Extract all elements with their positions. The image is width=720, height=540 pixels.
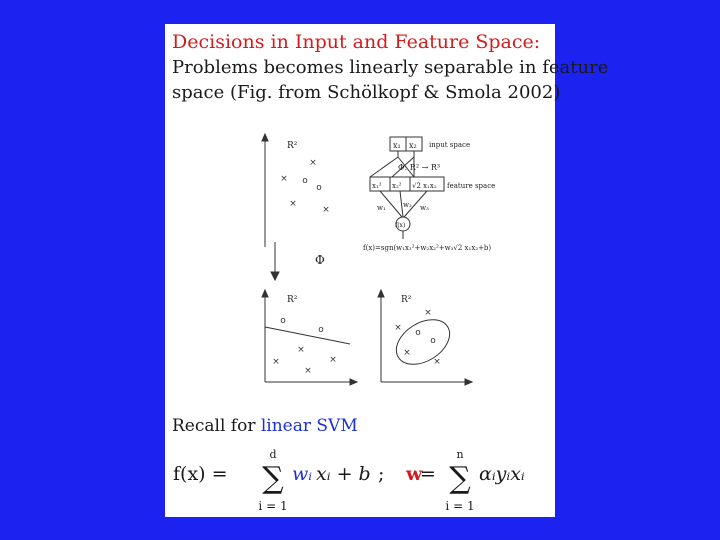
- w3-label: w₃: [420, 204, 429, 212]
- x2-label: x₂: [409, 141, 417, 150]
- slide-title: Decisions in Input and Feature Space:: [172, 31, 541, 53]
- formula-separator: ;: [378, 463, 385, 485]
- feature-space-label: feature space: [447, 182, 496, 190]
- marker-x: ×: [394, 323, 402, 333]
- sum2-sigma: ∑: [449, 461, 471, 496]
- marker-x: ×: [329, 355, 337, 365]
- r2-label-bl: R²: [287, 295, 298, 305]
- marker-x: ×: [433, 357, 441, 367]
- marker-o: o: [318, 325, 324, 335]
- sum2-upper: n: [456, 448, 464, 461]
- marker-x: ×: [297, 345, 305, 355]
- sum1-sigma: ∑: [262, 461, 284, 496]
- recall-text: [172, 416, 358, 436]
- sum1-lower: i = 1: [258, 499, 288, 513]
- marker-x: ×: [309, 158, 317, 168]
- w2-label: w₂: [403, 201, 412, 209]
- slide: [165, 24, 609, 517]
- subtitle-line-1: Problems becomes linearly separable in feature: [172, 57, 609, 78]
- input-space-label: input space: [429, 141, 471, 149]
- axis-topleft-arrow: [262, 134, 268, 141]
- feat-x1sq: x₁²: [372, 182, 382, 190]
- decision-function: f(x)=sgn(w₁x₁²+w₂x₂²+w₃√2 x₁x₂+b): [363, 244, 492, 252]
- r2-label-top: R²: [287, 141, 298, 151]
- marker-x: ×: [322, 205, 330, 215]
- marker-x: ×: [304, 366, 312, 376]
- marker-x: ×: [403, 348, 411, 358]
- axis-br-x-arrow: [465, 379, 472, 385]
- formula-term1: xᵢ + b: [316, 463, 371, 485]
- recall-highlight: linear SVM: [260, 416, 358, 436]
- sum2-lower: i = 1: [445, 499, 475, 513]
- ellipse-separator: [388, 311, 457, 374]
- x1-label: x₁: [393, 141, 401, 150]
- marker-o: o: [430, 336, 436, 346]
- formula-term2: αᵢyᵢxᵢ: [479, 463, 525, 485]
- marker-x: ×: [424, 308, 432, 318]
- axis-br-y-arrow: [378, 290, 384, 297]
- formula-lhs: f(x) =: [173, 463, 228, 485]
- phi-arrow-head: [271, 272, 279, 280]
- marker-o: o: [280, 316, 286, 326]
- formula-w-i: wᵢ: [292, 463, 313, 485]
- subtitle-line-2: space (Fig. from Schölkopf & Smola 2002): [172, 82, 561, 103]
- fx-node-label: f(x): [395, 222, 406, 229]
- marker-o: o: [415, 328, 421, 338]
- formula-eq2: =: [420, 463, 436, 485]
- r2-label-br: R²: [401, 295, 412, 305]
- marker-o: o: [302, 176, 308, 186]
- w1-label: w₁: [377, 204, 386, 212]
- feat-x2sq: x₂²: [392, 182, 402, 190]
- map-label: Φ: R² → R³: [398, 163, 441, 172]
- recall-prefix: Recall for: [172, 416, 256, 436]
- marker-x: ×: [272, 357, 280, 367]
- formula-w-bold: w: [406, 463, 423, 485]
- marker-o: o: [316, 183, 322, 193]
- axis-bl-y-arrow: [262, 290, 268, 297]
- sum1-upper: d: [269, 448, 277, 461]
- feature-space-figure: [165, 24, 555, 404]
- feat-cross: √2 x₁x₂: [412, 182, 437, 190]
- svm-formula: [165, 444, 555, 516]
- axis-bl-x-arrow: [350, 379, 357, 385]
- linear-separator: [265, 327, 350, 344]
- marker-x: ×: [280, 174, 288, 184]
- marker-x: ×: [289, 199, 297, 209]
- phi-label: Φ: [315, 253, 325, 267]
